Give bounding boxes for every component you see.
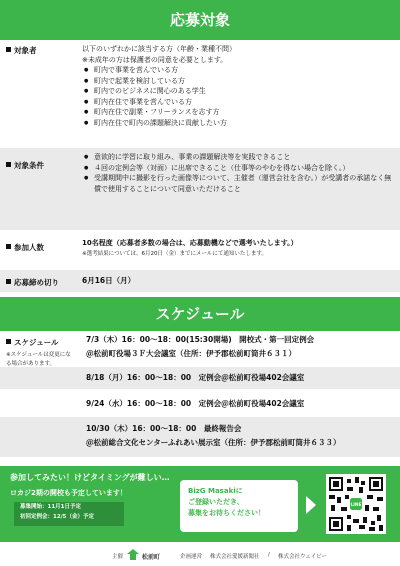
operator-label: 企画運営 — [180, 554, 203, 560]
conditions-section — [0, 148, 400, 230]
list-item: ● 意欲的に学習に取り組み、事業の課題解決等を実践できること — [82, 152, 392, 163]
list-item: ● ４回の定例会等（対面）に出席できること（仕事等のやむを得ない場合を除く。） — [82, 163, 392, 174]
schedule-item: 10/30（木）16：00～18：00 最終報告会 ＠松前総合文化センターふれあい展示室（住所：伊予郡松前町筒井６３３） — [86, 424, 341, 447]
list-item: ● 受講期間中に撮影を行った画像等について、主催者（運営会社を含む。）が受講者の承諾なく無償で使用することについて同意いただけること — [82, 173, 392, 194]
participants-value: 10名程度（応募者多数の場合は、応募動機などで選考いたします。） — [82, 239, 298, 247]
eligibility-list — [82, 65, 392, 128]
list-item: ● 町内在住で事業を営んでいる方 — [82, 97, 392, 108]
bullet-square-icon — [6, 339, 11, 344]
bullet-square-icon — [6, 47, 11, 52]
operator-separator: / — [268, 552, 270, 558]
eligibility-section — [0, 40, 400, 153]
promo-dates — [14, 502, 124, 526]
list-item: ● 町内在住で町内の課題解決に貢献したい方 — [82, 118, 392, 129]
eligibility-label: 対象者 — [14, 46, 37, 55]
promo-bubble: BizG Masakiに ご登録いただき、 募集をお待ちください！ — [180, 480, 298, 532]
footer — [0, 546, 400, 566]
schedule-label: スケジュール — [14, 338, 59, 347]
host-name: 松前町 — [142, 554, 161, 561]
deadline-label: 応募締め切り — [14, 278, 59, 287]
operator-1: 株式会社愛媛新聞社 — [210, 554, 260, 560]
deadline-value: 6月16日（月） — [82, 276, 136, 285]
first-meeting: 初回定例会：12/5（金）予定 — [20, 514, 94, 520]
bullet-square-icon — [6, 244, 11, 249]
qr-code-icon — [329, 477, 383, 531]
schedule-item: 9/24（水）16：00～18：00 定例会＠松前町役場402会議室 — [86, 399, 305, 408]
section-title-schedule: スケジュール — [0, 297, 400, 331]
conditions-label: 対象条件 — [14, 161, 44, 170]
bullet-square-icon — [6, 162, 11, 167]
schedule-item: 7/3（木）16：00～18：00(15:30開場) 開校式・第一回定例会 ＠松前町役場３Ｆ大会議室（住所：伊予郡松前町筒井６３１） — [86, 335, 315, 358]
host-label: 主催 — [112, 554, 124, 560]
section-title-eligibility: 応募対象 — [0, 0, 400, 40]
list-item: ● 町内で事業を営んでいる方 — [82, 65, 392, 76]
bullet-square-icon — [6, 279, 11, 284]
promo-subline: ロカジ2期の開校も予定しています！ — [10, 489, 127, 497]
matsumae-town-logo-icon — [126, 549, 140, 561]
participants-section — [0, 232, 400, 266]
deadline-section — [0, 270, 400, 292]
schedule-item: 8/18（月）16：00～18：00 定例会＠松前町役場402会議室 — [86, 373, 305, 382]
schedule-note: ※スケジュールは変更になる場合があります。 — [6, 352, 71, 367]
line-logo-icon: LINE — [350, 503, 362, 509]
minor-note: ※未成年の方は保護者の同意を必要とします。 — [82, 55, 228, 64]
operator-2: 株式会社ウェイビー — [278, 554, 328, 560]
promo-banner — [0, 466, 400, 542]
list-item: ● 町内でのビジネスに関心のある学生 — [82, 86, 392, 97]
participants-label: 参加人数 — [14, 243, 44, 252]
list-item: ● 町内で起業を検討している方 — [82, 76, 392, 87]
schedule-section — [0, 331, 400, 464]
promo-headline: 参加してみたい！けどタイミングが難しい… — [10, 473, 170, 482]
participants-note: ※選考結果については、6月20日（金）までにメールにて通知いたします。 — [82, 250, 267, 257]
conditions-list — [82, 152, 392, 194]
line-qr-code[interactable] — [326, 474, 386, 534]
eligibility-intro: 以下のいずれかに該当する方（年齢・業種不問） — [82, 45, 236, 53]
list-item: ● 町内在住で副業・フリーランスを志す方 — [82, 107, 392, 118]
arrow-right-icon — [306, 496, 316, 514]
recruit-start: 募集開始：11月1日予定 — [20, 504, 81, 510]
